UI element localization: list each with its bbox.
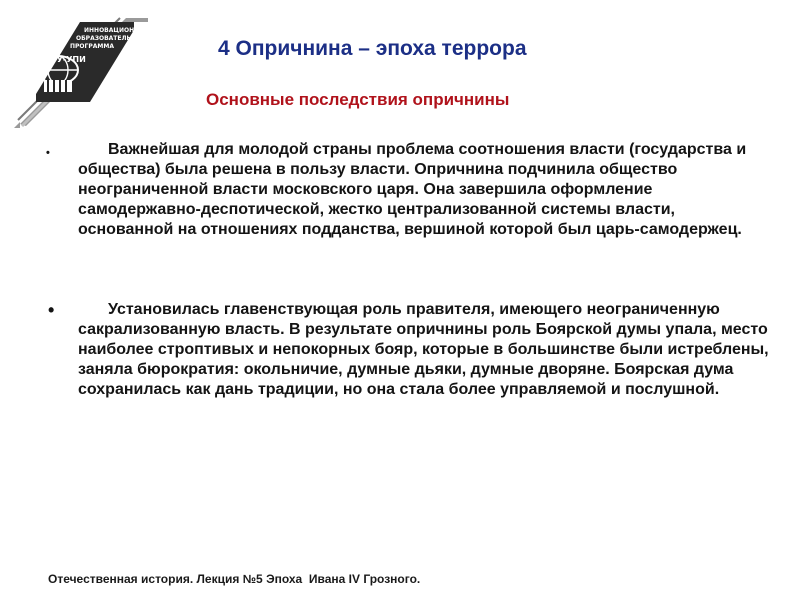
bullet-marker: • (48, 300, 55, 320)
bullet-marker: • (46, 147, 50, 159)
logo-line-2: ОБРАЗОВАТЕЛЬНАЯ (76, 35, 146, 42)
slide-title: 4 Опричнина – эпоха террора (218, 37, 527, 60)
list-item (40, 300, 770, 400)
slide-footer: Отечественная история. Лекция №5 Эпоха Ивана IV Грозного. (48, 572, 421, 586)
bullet-text: Установилась главенствующая роль правителя, имеющего неограниченную сакрализованную власть. В результате опричнины роль Боярской думы упала, место наиболее строптивых и непокорных бояр, которые в большинстве были истреблены, заняла бюрократия: окольничие, думные дьяки, думные дворяне. Боярская дума сохранилась как дань традиции, но она стала более управляемой и послушной. (78, 301, 769, 398)
institution-logo-icon (14, 16, 150, 128)
logo-line-1: ИННОВАЦИОННАЯ (84, 27, 149, 34)
logo-line-3: ПРОГРАММА (70, 43, 114, 50)
slide-subtitle: Основные последствия опричнины (206, 90, 510, 109)
bullet-list (40, 140, 770, 400)
institution-logo (14, 16, 150, 128)
bullet-text: Важнейшая для молодой страны проблема соотношения власти (государства и общества) была решена в пользу власти. Опричнина подчинила общество неограниченной власти московского царя. Она завершила оформление самодержавно-деспотической, жестко централизованной системы власти, основанной на отношениях подданства, вершиной которой был царь-самодержец. (78, 141, 747, 238)
logo-abbr: УГТУ-УПИ (40, 55, 86, 64)
list-item (40, 140, 770, 240)
